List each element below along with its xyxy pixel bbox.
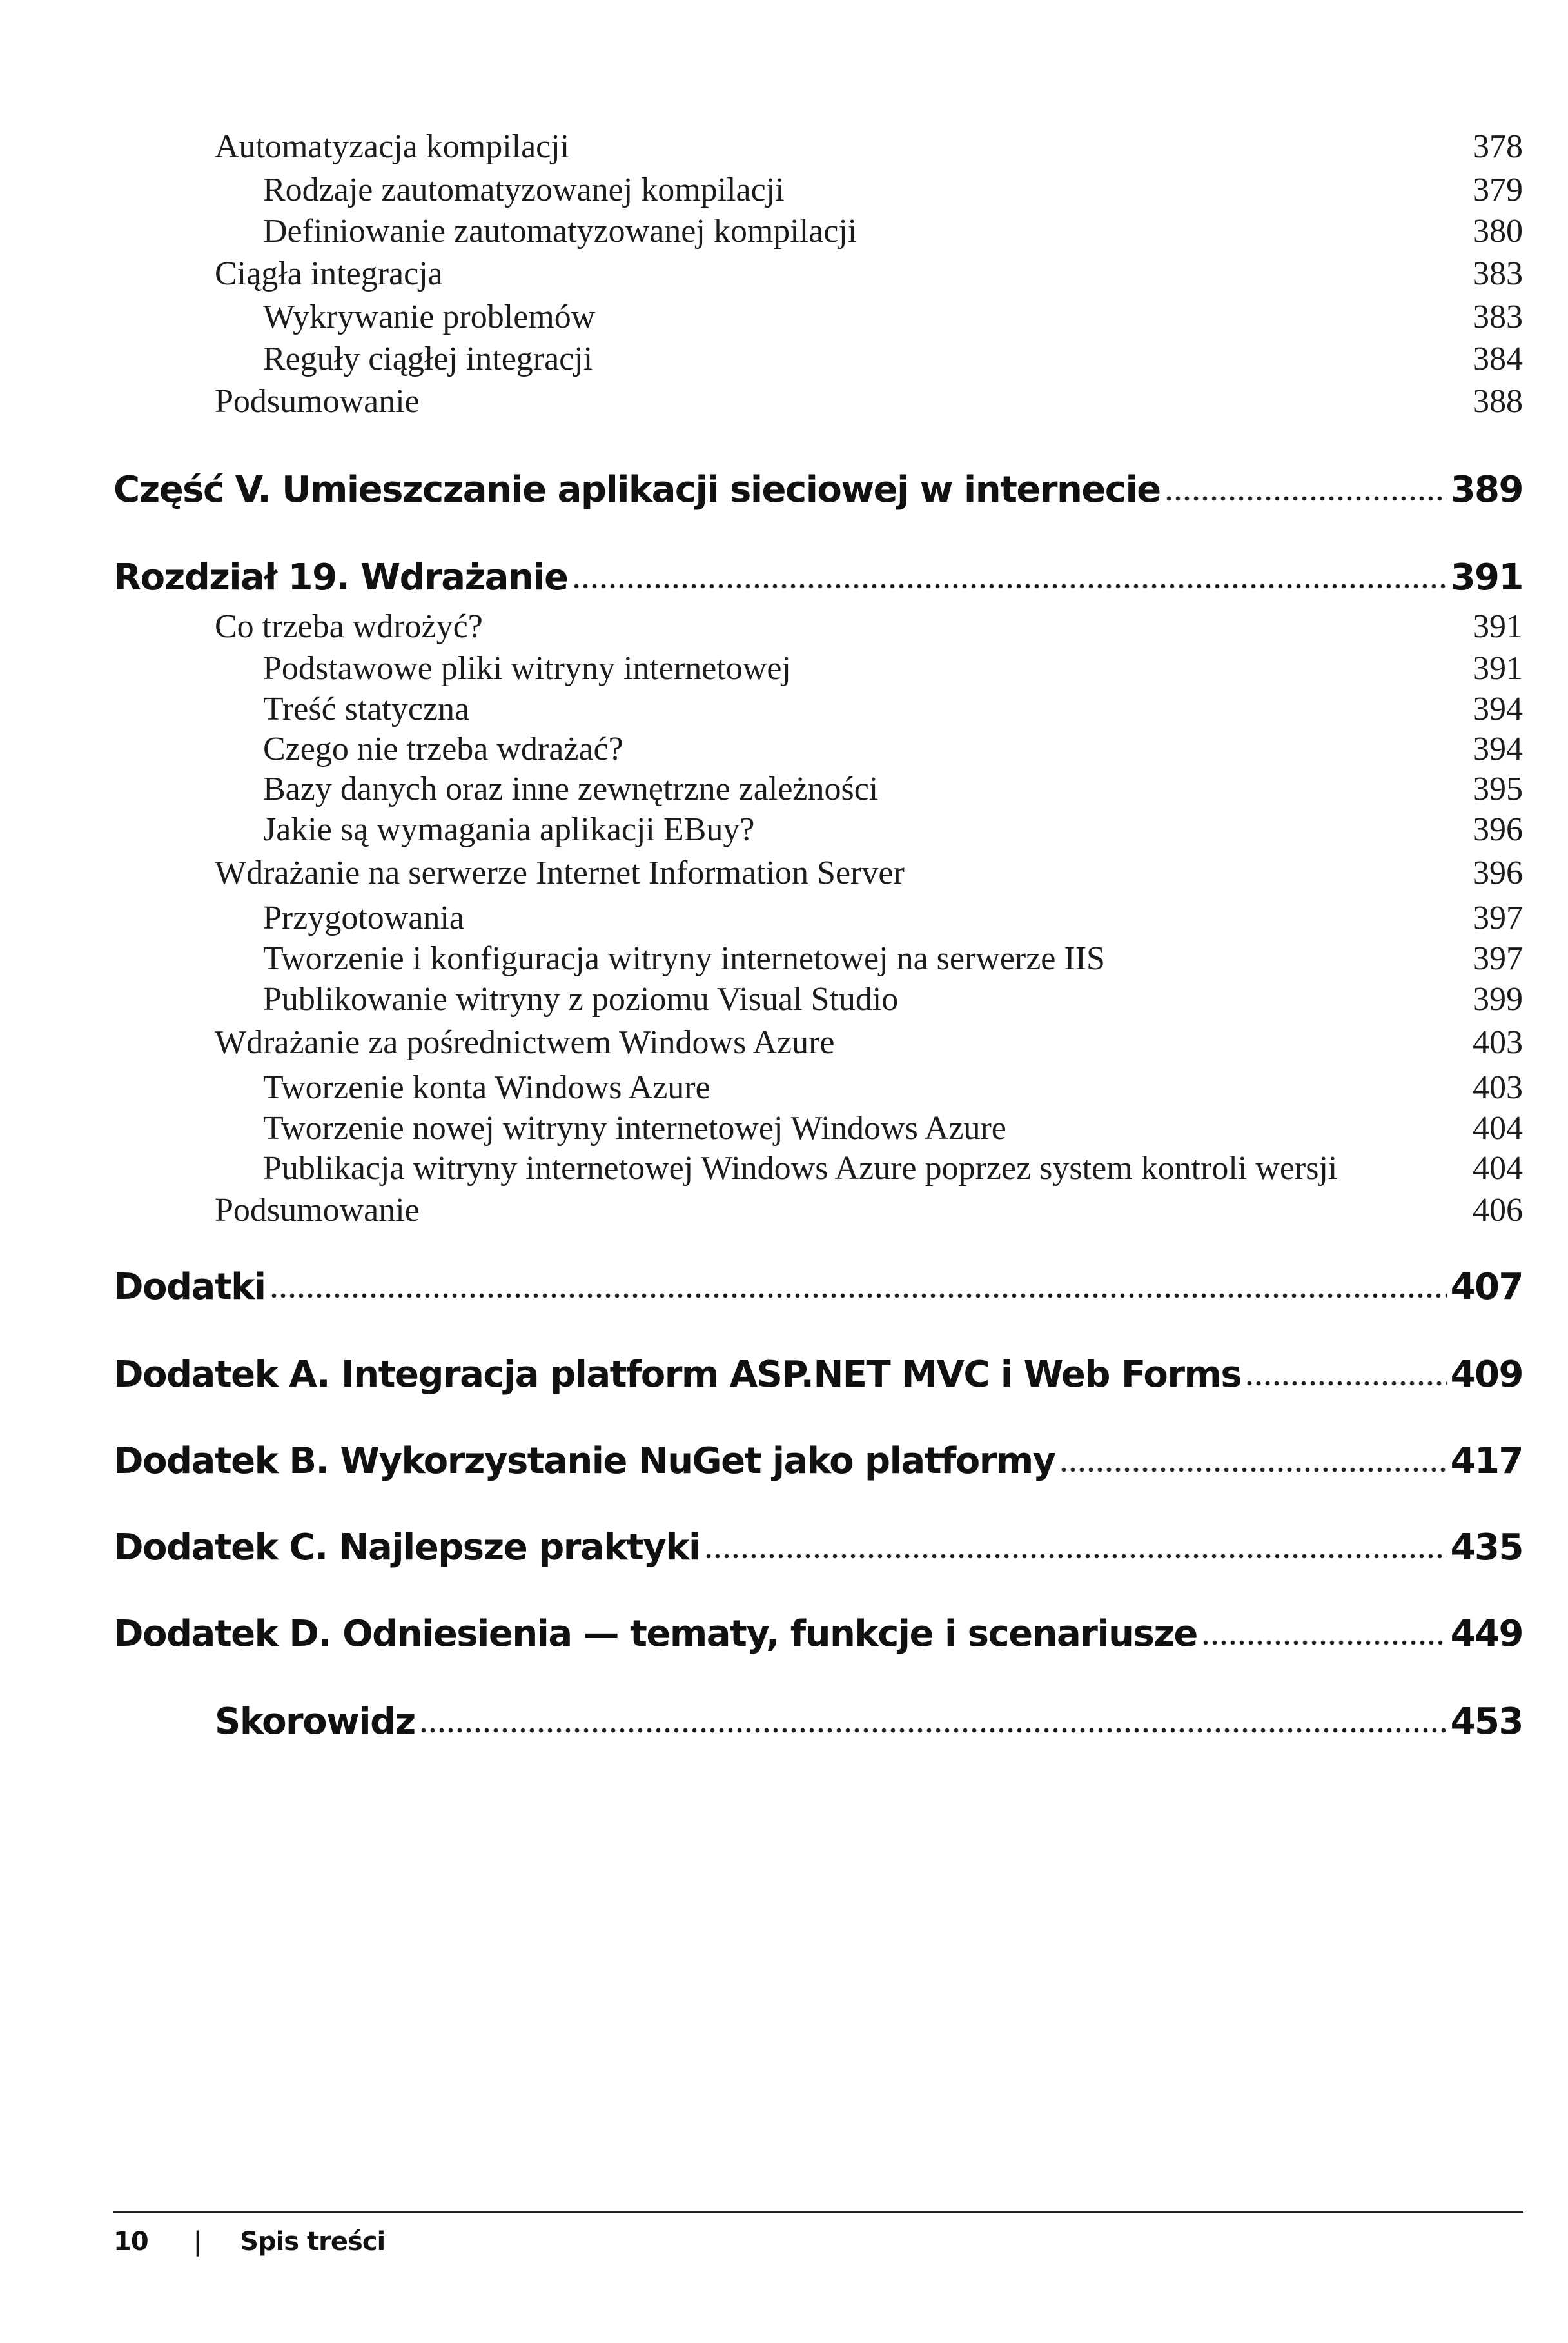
appendix-heading <box>113 1522 1523 1574</box>
appendix-title: Dodatek B. Wykorzystanie NuGet jako platformy <box>113 1440 1055 1482</box>
toc-page-number: 406 <box>1473 1192 1523 1229</box>
toc-page-number: 403 <box>1473 1069 1523 1106</box>
toc-entry: Treść statyczna <box>263 691 470 727</box>
appendix-page-number: 409 <box>1450 1354 1523 1396</box>
toc-page-number: 380 <box>1473 213 1523 250</box>
dot-leader <box>419 1697 1447 1734</box>
dot-leader <box>1201 1610 1447 1646</box>
appendix-page-number: 449 <box>1450 1613 1523 1655</box>
appendix-title: Dodatki <box>113 1266 266 1308</box>
toc-page-number: 383 <box>1473 255 1523 292</box>
toc-page-number: 378 <box>1473 128 1523 165</box>
toc-page-number: 391 <box>1473 608 1523 645</box>
part-heading <box>113 464 1523 516</box>
appendix-page-number: 407 <box>1450 1266 1523 1308</box>
appendix-title: Dodatek D. Odniesienia — tematy, funkcje i scenariusze <box>113 1613 1197 1655</box>
toc-page-number: 403 <box>1473 1024 1523 1061</box>
chapter-page-number: 391 <box>1450 557 1523 598</box>
toc-page-number: 384 <box>1473 341 1523 377</box>
appendix-title: Dodatek C. Najlepsze praktyki <box>113 1527 700 1568</box>
toc-entry: Definiowanie zautomatyzowanej kompilacji <box>263 213 858 250</box>
toc-page-number: 388 <box>1473 383 1523 420</box>
toc-page-number: 394 <box>1473 691 1523 727</box>
dot-leader <box>704 1523 1447 1559</box>
toc-page-number: 395 <box>1473 771 1523 807</box>
toc-page-number: 399 <box>1473 981 1523 1018</box>
part-title: Część V. Umieszczanie aplikacji sieciowej w internecie <box>113 469 1161 511</box>
toc-entry: Czego nie trzeba wdrażać? <box>263 731 623 767</box>
dot-leader <box>572 553 1447 589</box>
appendix-heading <box>113 1436 1523 1487</box>
toc-page-number: 404 <box>1473 1110 1523 1147</box>
appendix-heading <box>113 1349 1523 1401</box>
toc-entry: Co trzeba wdrożyć? <box>215 608 483 645</box>
toc-page-number: 379 <box>1473 172 1523 208</box>
footer-separator: | <box>193 2227 202 2257</box>
toc-entry: Jakie są wymagania aplikacji EBuy? <box>263 811 755 848</box>
chapter-heading <box>113 552 1523 604</box>
toc-entry: Wdrażanie za pośrednictwem Windows Azure <box>215 1024 835 1061</box>
dot-leader <box>1164 466 1447 502</box>
toc-entry: Przygotowania <box>263 900 464 936</box>
index-title: Skorowidz <box>215 1701 415 1743</box>
appendix-heading <box>113 1261 1523 1313</box>
toc-entry: Bazy danych oraz inne zewnętrzne zależności <box>263 771 879 807</box>
toc-page-number: 394 <box>1473 731 1523 767</box>
dot-leader <box>270 1263 1447 1299</box>
footer-page-number: 10 <box>113 2227 148 2257</box>
toc-entry: Podsumowanie <box>215 1192 420 1229</box>
appendix-title: Dodatek A. Integracja platform ASP.NET MVC i Web Forms <box>113 1354 1242 1396</box>
toc-entry: Wdrażanie na serwerze Internet Information Server <box>215 855 905 891</box>
toc-entry: Publikacja witryny internetowej Windows Azure poprzez system kontroli wersji <box>263 1150 1338 1187</box>
toc-entry: Reguły ciągłej integracji <box>263 341 593 377</box>
index-page-number: 453 <box>1450 1701 1523 1743</box>
toc-entry: Wykrywanie problemów <box>263 299 596 335</box>
toc-page-number: 396 <box>1473 811 1523 848</box>
toc-entry: Rodzaje zautomatyzowanej kompilacji <box>263 172 785 208</box>
appendix-page-number: 417 <box>1450 1440 1523 1482</box>
toc-page-number: 391 <box>1473 650 1523 687</box>
toc-page-number: 397 <box>1473 940 1523 977</box>
toc-entry: Tworzenie konta Windows Azure <box>263 1069 710 1106</box>
footer-section-title: Spis treści <box>240 2227 386 2257</box>
appendix-heading <box>113 1608 1523 1660</box>
toc-page-number: 404 <box>1473 1150 1523 1187</box>
part-page-number: 389 <box>1450 469 1523 511</box>
toc-page-number: 397 <box>1473 900 1523 936</box>
toc-entry: Publikowanie witryny z poziomu Visual Studio <box>263 981 899 1018</box>
toc-entry: Tworzenie nowej witryny internetowej Windows Azure <box>263 1110 1006 1147</box>
chapter-title: Rozdział 19. Wdrażanie <box>113 557 568 598</box>
toc-entry: Podstawowe pliki witryny internetowej <box>263 650 791 687</box>
dot-leader <box>1059 1437 1447 1473</box>
appendix-page-number: 435 <box>1450 1527 1523 1568</box>
toc-entry: Ciągła integracja <box>215 255 443 292</box>
index-heading <box>215 1696 1523 1748</box>
toc-entry: Automatyzacja kompilacji <box>215 128 570 165</box>
toc-page-number: 383 <box>1473 299 1523 335</box>
toc-entry: Tworzenie i konfiguracja witryny internetowej na serwerze IIS <box>263 940 1105 977</box>
toc-page-number: 396 <box>1473 855 1523 891</box>
dot-leader <box>1245 1350 1446 1387</box>
page-footer <box>113 2224 385 2260</box>
footer-rule <box>113 2211 1523 2213</box>
toc-entry: Podsumowanie <box>215 383 420 420</box>
